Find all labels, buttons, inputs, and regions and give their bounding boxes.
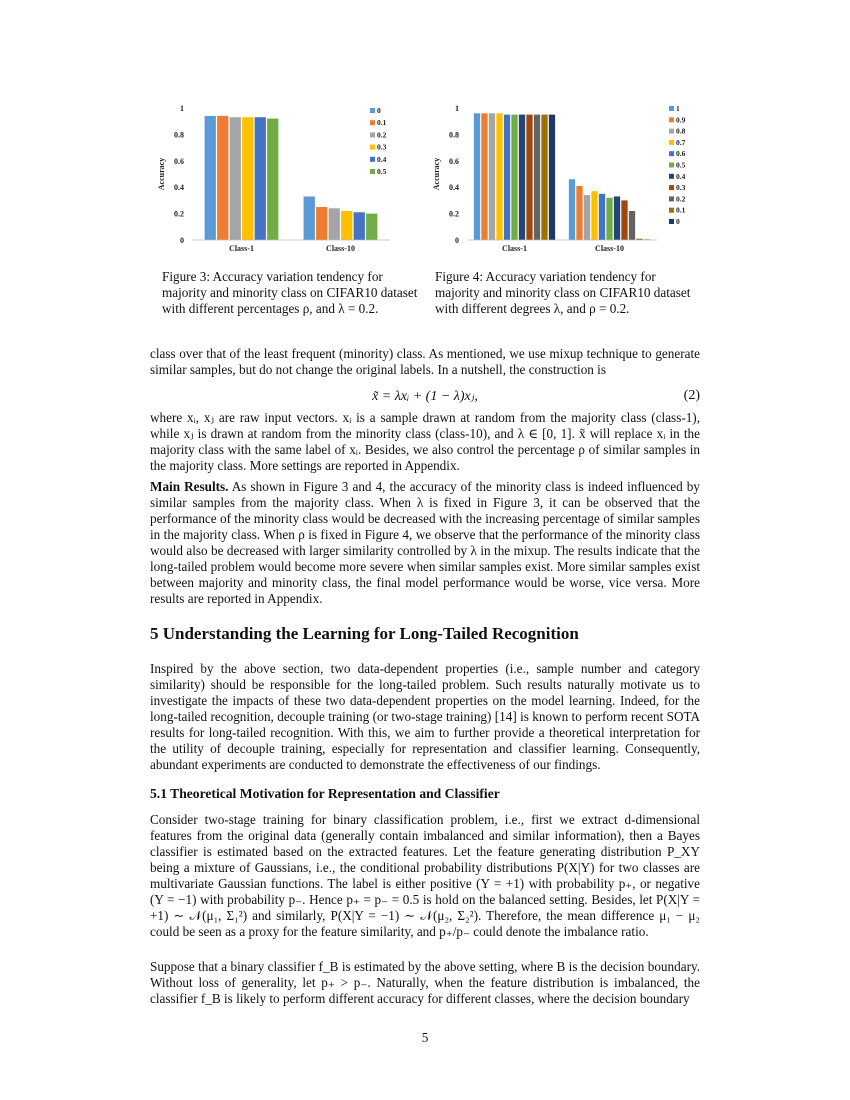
paragraph-binary-classifier: Suppose that a binary classifier f_B is estimated by the above setting, where B is the decision boundary. Without loss of generality, let p₊ > p₋. Naturally, when the feature distribution is imbalanced, the classifier f_B is likely to perform different accuracy for different classes, where the decision boundary [150,959,700,1006]
legend-swatch [669,140,674,145]
bar-class-1-0.2 [534,115,540,240]
subsection-5-1-heading: 5.1 Theoretical Motivation for Representation and Classifier [150,786,500,801]
bar-class-10-1 [569,179,575,240]
legend-label: 0.9 [676,115,686,125]
y-tick-label: 1 [455,104,459,113]
legend-label: 0.4 [676,171,686,181]
bar-class-10-0.5 [606,198,612,240]
y-axis-label: Accuracy [157,157,166,191]
figure-3 [150,98,420,258]
legend-swatch [669,174,674,179]
legend-label: 0.1 [676,205,686,215]
legend-label: 0.2 [377,130,387,140]
figure-3-chart [150,98,420,258]
paragraph-main-results [150,479,700,607]
legend-label: 0.5 [377,167,387,176]
legend-swatch [669,106,674,111]
legend-swatch [370,169,375,174]
legend-label: 0.5 [676,160,686,170]
equation-2-expression: x̃ = λxᵢ + (1 − λ)xⱼ, [372,389,478,404]
bar-class-1-0 [549,115,555,240]
bar-class-1-0.9 [481,113,487,240]
y-tick-label: 0.2 [449,209,459,219]
bar-class-1-0.6 [504,115,510,240]
legend-label: 0.8 [676,126,686,136]
legend-swatch [669,163,674,168]
page-number: 5 [421,1030,429,1045]
paragraph-mixup-intro: class over that of the least frequent (minority) class. As mentioned, we use mixup technique to generate similar samples, but do not change the original labels. In a nutshell, the construction is [150,346,700,377]
bar-class-1-0.2 [230,117,241,240]
bar-class-1-1 [474,113,480,240]
legend-swatch [370,157,375,162]
y-tick-label: 0.6 [449,156,459,166]
paragraph-theoretical-setup: Consider two-stage training for binary classification problem, i.e., first we extract d-dimensional features from the original data (generally contain imbalanced and similar information), then a Bayes classifier is estimated based on the extracted features. Let the feature generating distribution P_XY being a mixture of Gaussians, i.e., the conditional probability distributions P(X|Y) for two classes are multivariate Gaussian functions. The label is either positive (Y = +1) with probability p₊, or negative (Y = −1) with probability p₋. Hence p₊ = p₋ = 0.5 is hold on the balanced setting. Besides, let P(X|Y = +1) ∼ 𝒩(μ₁, Σ₁²) and similarly, P(X|Y = −1) ∼ 𝒩(μ₂, Σ₂²). Therefore, the mean difference μ₁ − μ₂ could be seen as a proxy for the feature similarity, and p₊/p₋ could denote the imbalance ratio. [150,812,700,939]
bar-class-1-0.1 [217,116,228,240]
bar-class-10-0.1 [316,207,327,240]
y-tick-label: 0.2 [174,209,184,219]
legend-swatch [669,185,674,190]
legend-swatch [370,132,375,137]
paragraph-mixup-details: where xᵢ, xⱼ are raw input vectors. xᵢ is a sample drawn at random from the majority class (class-1), while xⱼ is drawn at random from the minority class (class-10), and λ ∈ [0, 1]. x̃ will replace xᵢ in the majority class with the same label of xᵢ. Besides, we also control the percentage ρ of similar samples in the majority class. More settings are reported in Appendix. [150,410,700,473]
paragraph-section-5-intro: Inspired by the above section, two data-dependent properties (i.e., sample number and category similarity) should be responsible for the long-tailed problem. Such results naturally motivate us to investigate the impacts of these two data-dependent properties on the model learning. Indeed, for the long-tailed recognition, decouple training (or two-stage training) [14] is known to perform recent SOTA results for long-tailed recognition. With this, we aim to further provide a theoretical interpretation for the utility of decouple training, especially for representation and classifier learning. Consequently, abundant experiments are conducted to demonstrate the effectiveness of our findings. [150,661,700,772]
figure-4-caption: Figure 4: Accuracy variation tendency for majority and minority class on CIFAR10 dataset with different degrees λ, and ρ = 0.2. [435,269,691,316]
bar-class-1-0.3 [526,115,532,240]
figure-4-chart [425,98,700,258]
bar-class-10-0 [304,196,315,240]
main-results-text: As shown in Figure 3 and 4, the accuracy of the minority class is indeed influenced by similar samples from the majority class. When λ is fixed in Figure 3, it can be observed that the performance of the minority class would be decreased with the increasing percentage of similar samples in the majority class. When ρ is fixed in Figure 4, we observe that the performance of the minority class would also be decreased with larger similarity controlled by λ in the mixup. The results indicate that the long-tailed problem would become more severe when similar samples exist. More similar samples exist between majority and minority class, the final model performance would be worse, vice versa. More results are reported in Appendix. [150,479,700,606]
y-tick-label: 0.8 [174,130,184,140]
bar-class-10-0.6 [599,194,605,240]
y-tick-label: 0.4 [449,183,459,193]
y-tick-label: 1 [180,104,184,113]
y-axis-label: Accuracy [432,157,441,191]
bar-class-10-0.2 [629,211,635,240]
legend-swatch [669,129,674,134]
bar-class-10-0.3 [621,200,627,240]
bar-class-10-0.4 [354,212,365,240]
legend-swatch [669,208,674,213]
legend-label: 0.3 [676,183,686,193]
section-5-heading: 5 Understanding the Learning for Long-Tailed Recognition [150,624,579,643]
legend-label: 0.4 [377,154,387,164]
legend-swatch [370,120,375,125]
legend-swatch [370,145,375,150]
bar-class-1-0.5 [267,119,278,240]
y-tick-label: 0 [180,236,184,245]
bar-class-1-0.4 [255,117,266,240]
figure-4 [425,98,700,258]
y-tick-label: 0.6 [174,156,184,166]
y-tick-label: 0 [455,236,459,245]
x-tick-label: Class-10 [595,244,624,253]
legend-swatch [669,196,674,201]
bar-class-10-0.9 [576,186,582,240]
equation-2 [150,388,700,406]
figure-3-caption: Figure 3: Accuracy variation tendency for majority and minority class on CIFAR10 dataset with different percentages ρ, and λ = 0.2. [162,269,418,316]
legend-swatch [370,108,375,113]
bar-class-1-0.1 [541,115,547,240]
y-tick-label: 0.4 [174,183,184,193]
legend-label: 1 [676,104,680,113]
bar-class-1-0.3 [242,117,253,240]
legend-label: 0.6 [676,149,686,159]
legend-label: 0.1 [377,118,387,128]
y-tick-label: 0.8 [449,130,459,140]
x-tick-label: Class-1 [502,244,527,253]
legend-swatch [669,117,674,122]
bar-class-1-0.7 [496,113,502,240]
legend-swatch [669,151,674,156]
x-tick-label: Class-1 [229,244,254,253]
bar-class-10-0.2 [329,208,340,240]
equation-2-number: (2) [683,388,700,403]
bar-class-1-0.8 [489,113,495,240]
legend-swatch [669,219,674,224]
legend-label: 0.7 [676,137,686,147]
bar-class-10-0.7 [591,191,597,240]
legend-label: 0 [377,106,381,115]
x-tick-label: Class-10 [326,244,355,253]
bar-class-10-0.3 [341,211,352,240]
bar-class-10-0.5 [366,214,377,240]
legend-label: 0 [676,217,680,226]
main-results-heading: Main Results. [150,479,229,494]
bar-class-1-0.5 [511,115,517,240]
bar-class-10-0.8 [584,195,590,240]
bar-class-1-0 [205,116,216,240]
bar-class-10-0.4 [614,196,620,240]
legend-label: 0.3 [377,142,387,152]
legend-label: 0.2 [676,194,686,204]
bar-class-1-0.4 [519,115,525,240]
